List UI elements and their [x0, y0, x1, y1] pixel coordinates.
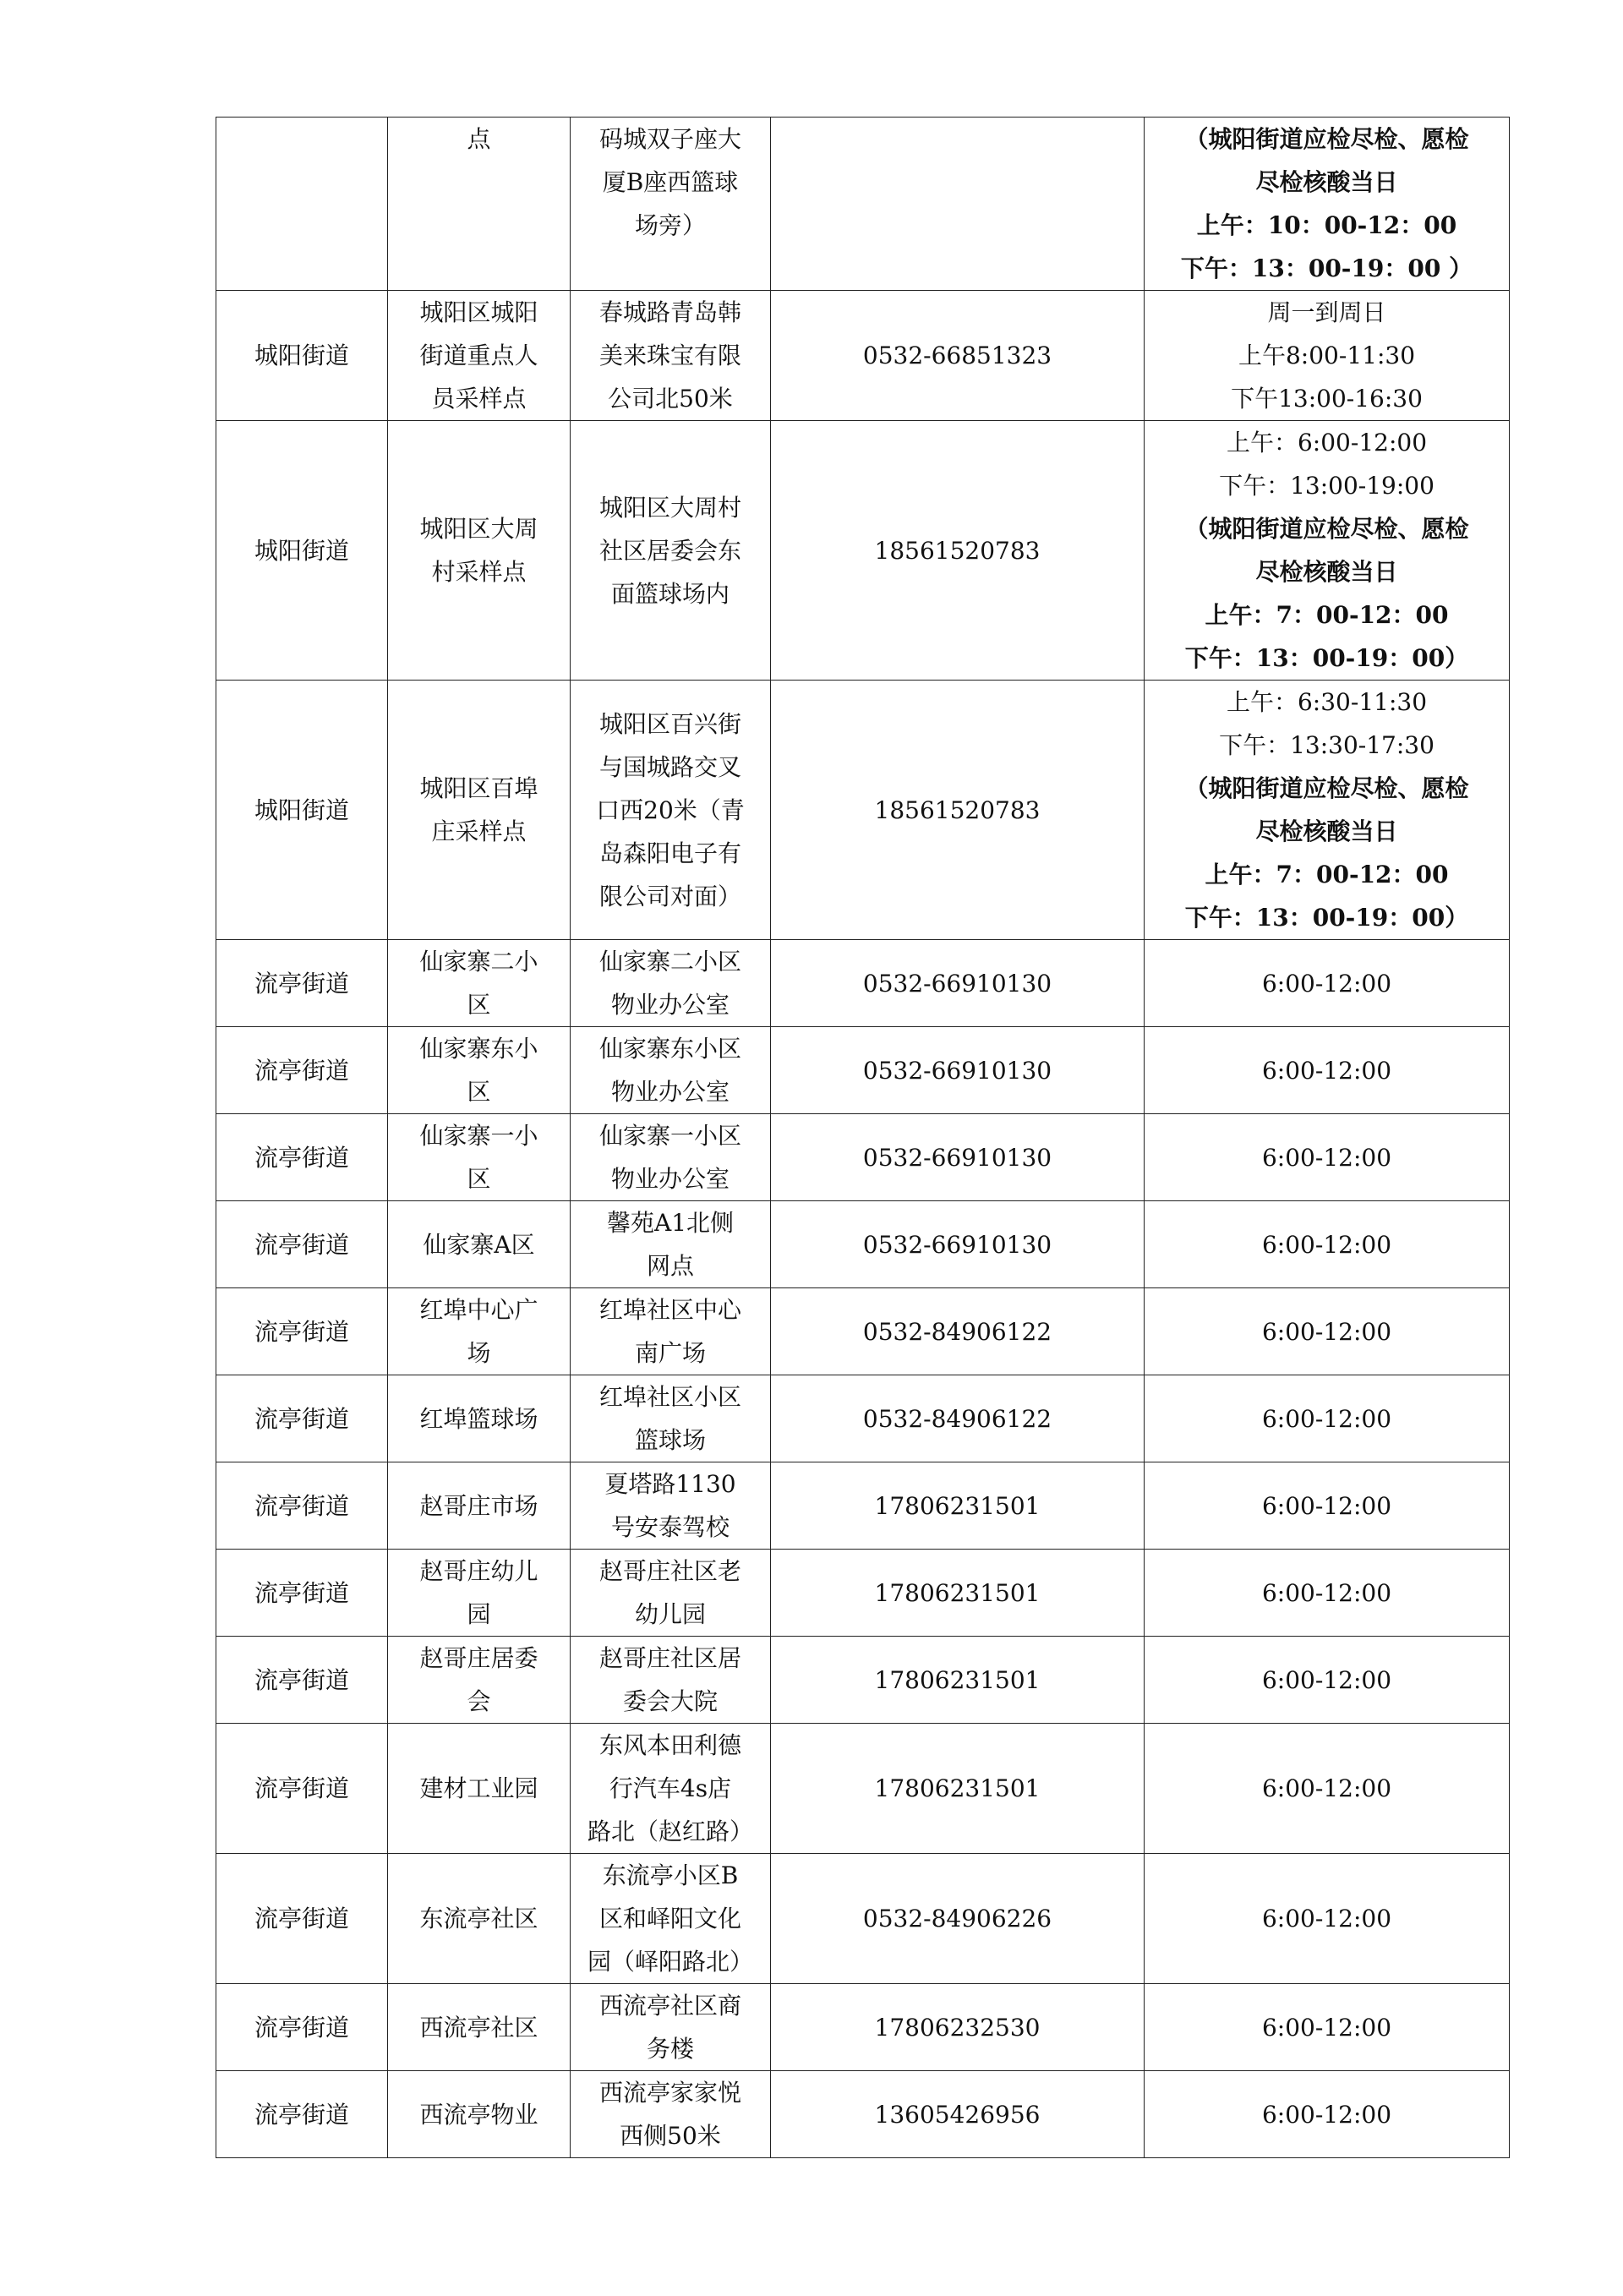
hours-line: 尽检核酸当日: [1255, 817, 1398, 845]
phone-text: 0532-84906122: [862, 1404, 1052, 1433]
district-cell: [216, 1854, 388, 1984]
district-text: 流亭街道: [254, 1578, 349, 1607]
phone-cell: [771, 1201, 1145, 1288]
district-cell: [216, 1462, 388, 1550]
address-cell: [571, 291, 771, 421]
hours-cell: [1145, 1027, 1510, 1114]
district-text: 流亭街道: [254, 1665, 349, 1694]
district-text: 流亭街道: [254, 1056, 349, 1085]
address-line: 仙家寨二小区: [598, 948, 741, 976]
address-line: 委会大院: [622, 1687, 718, 1715]
table-row: [216, 1550, 1510, 1637]
hours-cell: [1145, 681, 1510, 940]
table-row: [216, 681, 1510, 940]
hours-cell: [1145, 2071, 1510, 2158]
address-line: 西流亭家家悦: [598, 2079, 741, 2107]
hours-line: 6:00-12:00: [1261, 1905, 1392, 1932]
hours-line: 下午：13：00-19：00）: [1184, 904, 1469, 932]
table-row: [216, 1724, 1510, 1854]
hours-cell: [1145, 1637, 1510, 1724]
hours-line: 上午8:00-11:30: [1238, 342, 1416, 369]
address-line: 物业办公室: [610, 1165, 730, 1193]
phone-text: 0532-66910130: [862, 1230, 1052, 1259]
address-line: 口西20米（青: [596, 795, 745, 824]
address-line: 网点: [646, 1252, 694, 1280]
site-name-line: 红埠篮球场: [419, 1404, 538, 1433]
hours-cell: [1145, 291, 1510, 421]
hours-cell: [1145, 940, 1510, 1027]
district-cell: [216, 1114, 388, 1201]
address-cell: [571, 1027, 771, 1114]
table-row: [216, 1288, 1510, 1375]
phone-cell: [771, 1854, 1145, 1984]
address-line: 路北（赵红路）: [587, 1818, 753, 1845]
address-line: 赵哥庄社区老: [598, 1557, 741, 1585]
hours-line: 上午：7：00-12：00: [1205, 601, 1449, 629]
address-line: 园（峄阳路北）: [587, 1948, 753, 1976]
address-cell: [571, 1724, 771, 1854]
site-name-line: 西流亭社区: [419, 2013, 538, 2042]
site-name-line: 东流亭社区: [419, 1905, 538, 1932]
address-line: 厦B座西篮球: [602, 168, 739, 196]
table-row: [216, 291, 1510, 421]
address-line: 与国城路交叉: [598, 752, 741, 781]
hours-line: 上午：7：00-12：00: [1205, 861, 1449, 888]
address-cell: [571, 940, 771, 1027]
address-cell: [571, 1984, 771, 2071]
phone-text: 17806231501: [874, 1491, 1041, 1520]
site-name-line: 区: [467, 1078, 491, 1106]
address-line: 美来珠宝有限: [598, 342, 741, 369]
phone-cell: [771, 291, 1145, 421]
address-line: 物业办公室: [610, 991, 730, 1019]
phone-cell: [771, 1462, 1145, 1550]
address-line: 码城双子座大: [598, 125, 741, 153]
address-line: 春城路青岛韩: [598, 298, 741, 326]
site-name-cell: [388, 1114, 571, 1201]
district-text: 流亭街道: [254, 969, 349, 998]
phone-text: 0532-66910130: [862, 969, 1052, 998]
address-line: 场旁）: [634, 211, 706, 239]
hours-line: 6:00-12:00: [1261, 2013, 1392, 2042]
district-text: 城阳街道: [254, 795, 349, 824]
site-name-cell: [388, 681, 571, 940]
hours-cell: [1145, 1854, 1510, 1984]
phone-cell: [771, 2071, 1145, 2158]
hours-cell: [1145, 1114, 1510, 1201]
hours-line: 6:00-12:00: [1261, 1665, 1392, 1694]
site-name-cell: [388, 940, 571, 1027]
address-line: 限公司对面）: [598, 882, 741, 910]
hours-line: （城阳街道应检尽检、愿检: [1184, 125, 1469, 153]
site-name-line: 赵哥庄幼儿: [419, 1557, 538, 1585]
phone-text: 0532-84906226: [862, 1905, 1052, 1932]
hours-line: （城阳街道应检尽检、愿检: [1184, 774, 1469, 802]
table-row: [216, 1201, 1510, 1288]
hours-line: 尽检核酸当日: [1255, 168, 1398, 196]
phone-cell: [771, 1984, 1145, 2071]
phone-cell: [771, 1375, 1145, 1462]
hours-line: 6:00-12:00: [1261, 1143, 1392, 1172]
hours-line: 周一到周日: [1267, 298, 1386, 326]
phone-cell: [771, 940, 1145, 1027]
site-name-cell: [388, 1375, 571, 1462]
address-cell: [571, 1114, 771, 1201]
address-line: 赵哥庄社区居: [598, 1644, 741, 1672]
district-cell: [216, 1550, 388, 1637]
site-name-cell: [388, 2071, 571, 2158]
site-name-line: 仙家寨一小: [419, 1122, 538, 1150]
hours-cell: [1145, 1201, 1510, 1288]
table-row: [216, 118, 1510, 291]
site-name-line: 城阳区城阳: [419, 298, 538, 326]
site-name-cell: [388, 1724, 571, 1854]
hours-line: 下午：13:30-17:30: [1219, 731, 1434, 759]
hours-cell: [1145, 1288, 1510, 1375]
hours-cell: [1145, 1462, 1510, 1550]
address-line: 东流亭小区B: [602, 1861, 739, 1889]
phone-text: 17806232530: [874, 2013, 1041, 2042]
district-cell: [216, 1375, 388, 1462]
phone-cell: [771, 1027, 1145, 1114]
phone-cell: [771, 1724, 1145, 1854]
site-name-cell: [388, 1984, 571, 2071]
district-cell: [216, 1724, 388, 1854]
address-line: 公司北50米: [608, 385, 733, 413]
phone-text: 18561520783: [874, 795, 1041, 824]
address-line: 夏塔路1130: [604, 1470, 736, 1498]
address-line: 号安泰驾校: [610, 1513, 730, 1541]
site-name-line: 赵哥庄居委: [419, 1644, 538, 1672]
address-line: 仙家寨一小区: [598, 1122, 741, 1150]
phone-text: 17806231501: [874, 1665, 1041, 1694]
table-body: [216, 118, 1510, 2158]
address-line: 岛森阳电子有: [598, 839, 741, 867]
address-cell: [571, 2071, 771, 2158]
hours-line: 尽检核酸当日: [1255, 558, 1398, 586]
phone-text: 17806231501: [874, 1774, 1041, 1802]
hours-line: 6:00-12:00: [1261, 1774, 1392, 1802]
address-cell: [571, 1462, 771, 1550]
hours-line: 上午：6:00-12:00: [1226, 429, 1428, 456]
address-line: 篮球场: [634, 1426, 706, 1454]
district-cell: [216, 1201, 388, 1288]
phone-text: 0532-66851323: [862, 342, 1052, 369]
district-text: 流亭街道: [254, 1143, 349, 1172]
district-text: 城阳街道: [254, 536, 349, 565]
address-line: 物业办公室: [610, 1078, 730, 1106]
table-row: [216, 940, 1510, 1027]
address-cell: [571, 1375, 771, 1462]
hours-line: 6:00-12:00: [1261, 1056, 1392, 1085]
address-cell: [571, 1288, 771, 1375]
table-row: [216, 2071, 1510, 2158]
address-line: 仙家寨东小区: [598, 1035, 741, 1063]
address-line: 馨苑A1北侧: [606, 1209, 735, 1237]
site-name-line: 仙家寨东小: [419, 1035, 538, 1063]
table-row: [216, 1114, 1510, 1201]
phone-text: 13605426956: [874, 2100, 1041, 2129]
site-name-cell: [388, 1288, 571, 1375]
district-text: 流亭街道: [254, 2100, 349, 2129]
table-row: [216, 1027, 1510, 1114]
site-name-line: 红埠中心广: [419, 1296, 538, 1324]
address-line: 区和峄阳文化: [598, 1905, 741, 1932]
phone-cell: [771, 1637, 1145, 1724]
phone-text: 18561520783: [874, 536, 1041, 565]
hours-line: 下午：13:00-19:00: [1219, 472, 1434, 500]
phone-cell: [771, 681, 1145, 940]
table-row: [216, 421, 1510, 681]
address-cell: [571, 1854, 771, 1984]
address-line: 红埠社区中心: [598, 1296, 741, 1324]
district-cell: [216, 291, 388, 421]
site-name-line: 仙家寨A区: [423, 1230, 535, 1259]
site-name-line: 赵哥庄市场: [419, 1491, 538, 1520]
site-name-line: 园: [467, 1600, 491, 1628]
table-row: [216, 1375, 1510, 1462]
phone-cell: [771, 1550, 1145, 1637]
hours-cell: [1145, 1984, 1510, 2071]
district-cell: [216, 1984, 388, 2071]
district-text: 城阳街道: [254, 342, 349, 369]
hours-line: 6:00-12:00: [1261, 1317, 1392, 1346]
site-name-cell: [388, 1462, 571, 1550]
address-cell: [571, 1201, 771, 1288]
address-line: 面篮球场内: [610, 579, 730, 608]
phone-cell: [771, 1114, 1145, 1201]
site-name-cell: [388, 1550, 571, 1637]
site-name-cell: [388, 1854, 571, 1984]
site-name-cell: [388, 291, 571, 421]
address-line: 务楼: [646, 2035, 694, 2063]
address-line: 东风本田利德: [598, 1731, 741, 1759]
site-name-line: 场: [467, 1339, 491, 1367]
site-name-cell: [388, 1637, 571, 1724]
hours-cell: [1145, 118, 1510, 291]
table-row: [216, 1462, 1510, 1550]
district-cell: [216, 1637, 388, 1724]
hours-line: 6:00-12:00: [1261, 1404, 1392, 1433]
district-cell: [216, 421, 388, 681]
table-row: [216, 1854, 1510, 1984]
address-line: 行汽车4s店: [609, 1774, 732, 1802]
site-name-line: 仙家寨二小: [419, 948, 538, 976]
address-cell: [571, 1637, 771, 1724]
site-name-line: 区: [467, 1165, 491, 1193]
district-text: 流亭街道: [254, 1905, 349, 1932]
address-cell: [571, 421, 771, 681]
site-name-line: 街道重点人: [419, 342, 538, 369]
address-line: 西侧50米: [620, 2122, 721, 2150]
district-text: 流亭街道: [254, 1317, 349, 1346]
district-text: 流亭街道: [254, 1230, 349, 1259]
district-cell: [216, 940, 388, 1027]
district-cell: [216, 1288, 388, 1375]
hours-line: 下午：13：00-19：00）: [1184, 644, 1469, 672]
address-line: 城阳区百兴街: [598, 709, 741, 738]
district-cell: [216, 2071, 388, 2158]
phone-text: 17806231501: [874, 1578, 1041, 1607]
address-cell: [571, 681, 771, 940]
site-name-line: 庄采样点: [431, 817, 527, 845]
address-line: 南广场: [634, 1339, 706, 1367]
site-name-line: 西流亭物业: [419, 2100, 538, 2129]
site-name-line: 会: [467, 1687, 491, 1715]
district-text: 流亭街道: [254, 1491, 349, 1520]
address-line: 幼儿园: [634, 1600, 706, 1628]
site-name-line: 城阳区百埠: [419, 774, 538, 802]
district-text: 流亭街道: [254, 2013, 349, 2042]
site-name-line: 点: [467, 125, 491, 153]
address-line: 城阳区大周村: [598, 493, 741, 522]
testing-sites-table: [216, 117, 1510, 2158]
hours-cell: [1145, 1550, 1510, 1637]
phone-cell: [771, 1288, 1145, 1375]
hours-line: 6:00-12:00: [1261, 2100, 1392, 2129]
hours-line: 6:00-12:00: [1261, 969, 1392, 998]
district-text: 流亭街道: [254, 1774, 349, 1802]
site-name-line: 员采样点: [431, 385, 527, 413]
hours-line: 6:00-12:00: [1261, 1491, 1392, 1520]
district-cell: [216, 1027, 388, 1114]
address-line: 红埠社区小区: [598, 1383, 741, 1411]
hours-line: （城阳街道应检尽检、愿检: [1184, 515, 1469, 543]
table-row: [216, 1637, 1510, 1724]
phone-text: 0532-84906122: [862, 1317, 1052, 1346]
site-name-cell: [388, 1201, 571, 1288]
hours-line: 6:00-12:00: [1261, 1578, 1392, 1607]
site-name-line: 城阳区大周: [419, 515, 538, 543]
address-line: 社区居委会东: [598, 536, 741, 565]
district-text: 流亭街道: [254, 1404, 349, 1433]
hours-line: 上午：6:30-11:30: [1226, 688, 1428, 716]
hours-line: 6:00-12:00: [1261, 1230, 1392, 1259]
hours-line: 上午：10：00-12：00: [1196, 211, 1457, 239]
site-name-cell: [388, 421, 571, 681]
hours-line: 下午：13：00-19：00 ）: [1180, 254, 1473, 282]
hours-cell: [1145, 1375, 1510, 1462]
site-name-line: 村采样点: [431, 558, 527, 586]
address-line: 西流亭社区商: [598, 1992, 741, 2020]
district-cell: [216, 681, 388, 940]
district-cell: [216, 118, 388, 291]
site-name-line: 建材工业园: [419, 1774, 538, 1802]
address-cell: [571, 118, 771, 291]
address-cell: [571, 1550, 771, 1637]
phone-text: 0532-66910130: [862, 1056, 1052, 1085]
hours-line: 下午13:00-16:30: [1231, 385, 1423, 413]
site-name-cell: [388, 1027, 571, 1114]
hours-cell: [1145, 1724, 1510, 1854]
table-row: [216, 1984, 1510, 2071]
phone-text: 0532-66910130: [862, 1143, 1052, 1172]
site-name-cell: [388, 118, 571, 291]
hours-cell: [1145, 421, 1510, 681]
phone-cell: [771, 118, 1145, 291]
site-name-line: 区: [467, 991, 491, 1019]
phone-cell: [771, 421, 1145, 681]
